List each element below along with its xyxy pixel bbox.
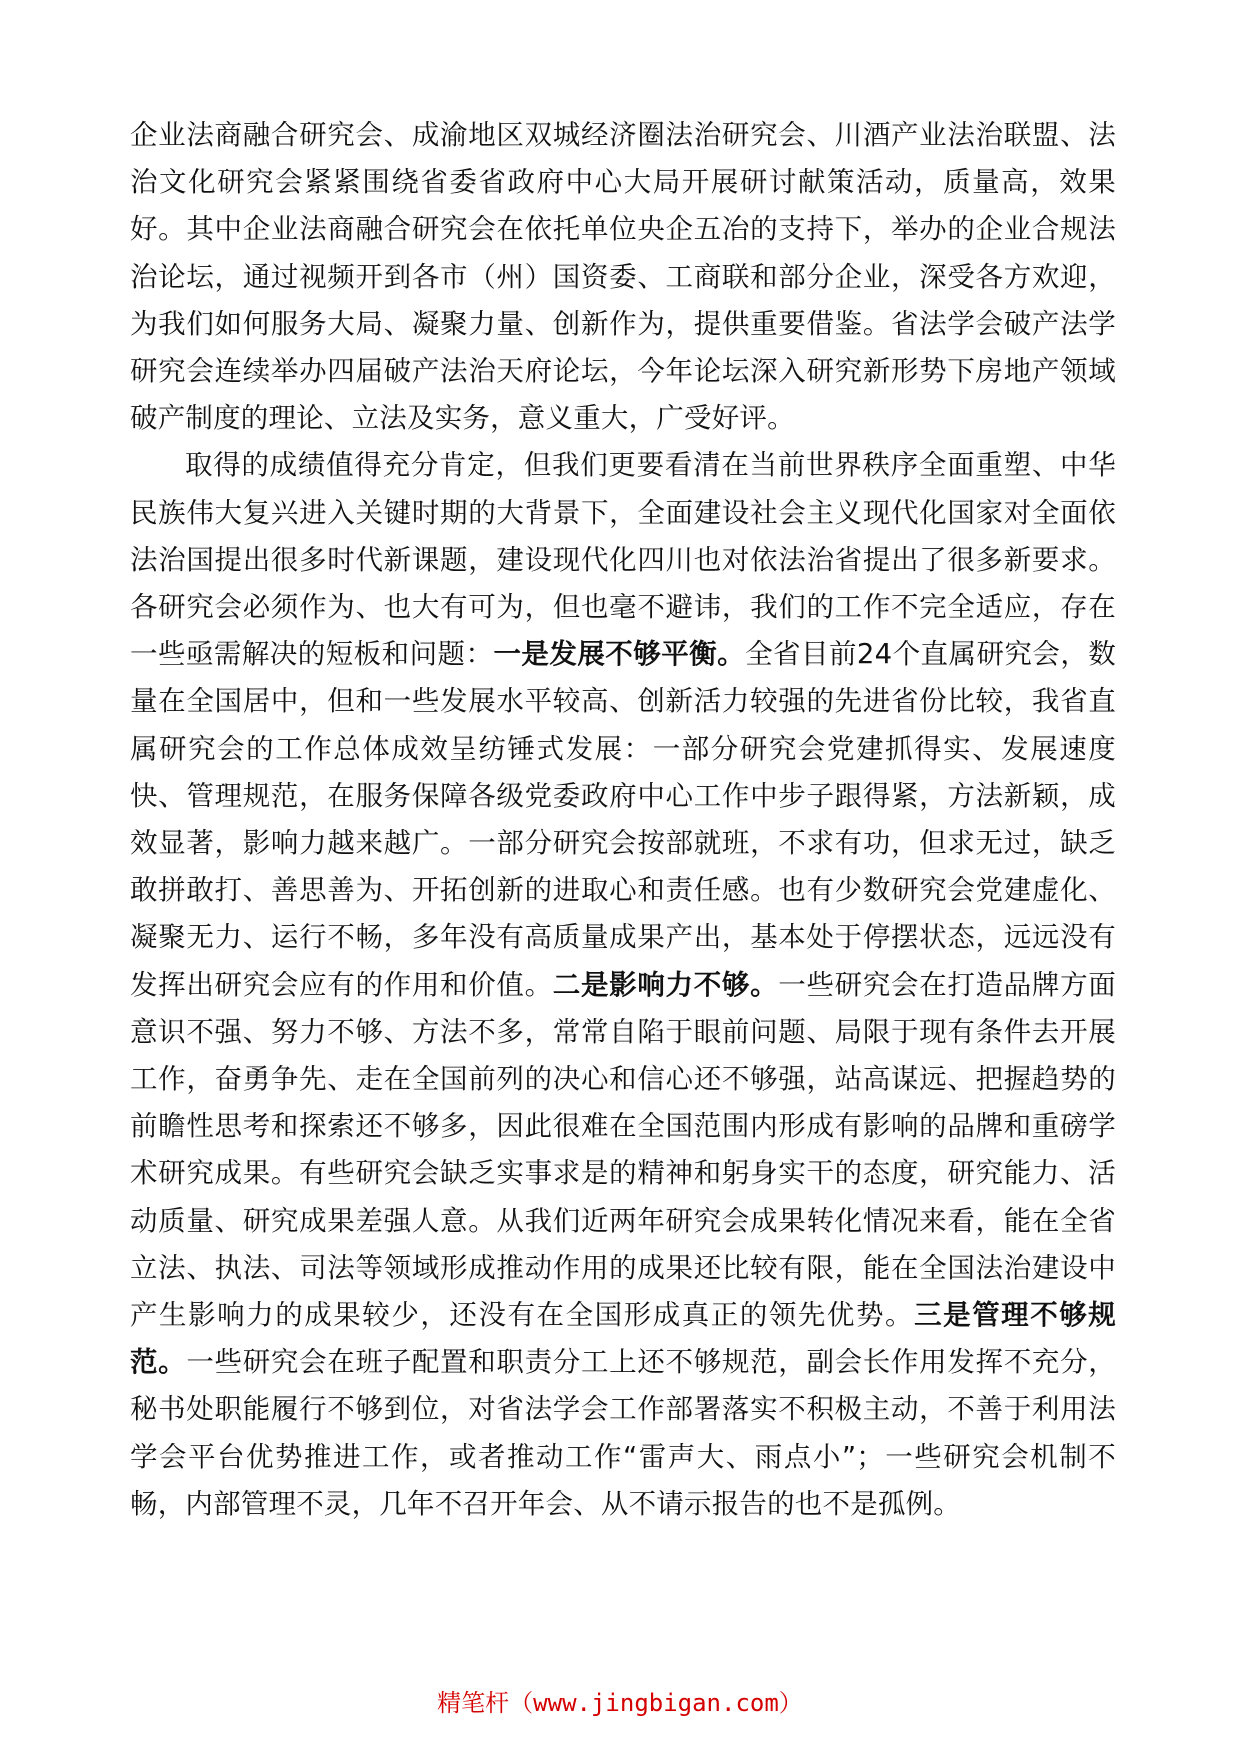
paragraph-problems bbox=[130, 442, 1116, 1528]
document-body bbox=[130, 112, 1116, 1528]
point-three-heading: 三是管理不够规范。 bbox=[130, 1299, 1116, 1379]
paragraph-continued: 企业法商融合研究会、成渝地区双城经济圈法治研究会、川酒产业法治联盟、法治文化研究会紧紧围绕省委省政府中心大局开展研讨献策活动，质量高，效果好。其中企业法商融合研究会在依托单位央企五冶的支持下，举办的企业合规法治论坛，通过视频开到各市（州）国资委、工商联和部分企业，深受各方欢迎，为我们如何服务大局、凝聚力量、创新作为，提供重要借鉴。省法学会破产法学研究会连续举办四届破产法治天府论坛，今年论坛深入研究新形势下房地产领域破产制度的理论、立法及实务，意义重大，广受好评。 bbox=[130, 119, 1116, 435]
footer-brand: 精笔杆 bbox=[437, 1689, 510, 1717]
point-one-text: 全省目前24个直属研究会，数量在全国居中，但和一些发展水平较高、创新活力较强的先进省份比较，我省直属研究会的工作总体成效呈纺锤式发展：一部分研究会党建抓得实、发展速度快、管理规范，在服务保障各级党委政府中心工作中步子跟得紧，方法新颖，成效显著，影响力越来越广。一部分研究会按部就班，不求有功，但求无过，缺乏敢拼敢打、善思善为、开拓创新的进取心和责任感。也有少数研究会党建虚化、凝聚无力、运行不畅，多年没有高质量成果产出，基本处于停摆状态，远远没有发挥出研究会应有的作用和价值。 bbox=[130, 638, 1116, 1001]
point-two-heading: 二是影响力不够。 bbox=[552, 968, 779, 1001]
point-two-text: 一些研究会在打造品牌方面意识不强、努力不够、方法不多，常常自陷于眼前问题、局限于现有条件去开展工作，奋勇争先、走在全国前列的决心和信心还不够强，站高谋远、把握趋势的前瞻性思考和探索还不够多，因此很难在全国范围内形成有影响的品牌和重磅学术研究成果。有些研究会缺乏实事求是的精神和躬身实干的态度，研究能力、活动质量、研究成果差强人意。从我们近两年研究会成果转化情况来看，能在全省立法、执法、司法等领域形成推动作用的成果还比较有限，能在全国法治建设中产生影响力的成果较少，还没有在全国形成真正的领先优势。 bbox=[130, 968, 1116, 1332]
footer-site-link[interactable]: （www.jingbigan.com） bbox=[509, 1689, 803, 1717]
point-three-text: 一些研究会在班子配置和职责分工上还不够规范，副会长作用发挥不充分，秘书处职能履行不够到位，对省法学会工作部署落实不积极主动，不善于利用法学会平台优势推进工作，或者推动工作“雷声大、雨点小”；一些研究会机制不畅，内部管理不灵，几年不召开年会、从不请示报告的也不是孤例。 bbox=[130, 1346, 1116, 1520]
point-one-heading: 一是发展不够平衡。 bbox=[493, 638, 746, 671]
footer-watermark bbox=[0, 1688, 1240, 1718]
paragraph-intro: 取得的成绩值得充分肯定，但我们更要看清在当前世界秩序全面重塑、中华民族伟大复兴进入关键时期的大背景下，全面建设社会主义现代化国家对全面依法治国提出很多时代新课题，建设现代化四川也对依法治省提出了很多新要求。各研究会必须作为、也大有可为，但也毫不避讳，我们的工作不完全适应，存在一些亟需解决的短板和问题： bbox=[130, 449, 1116, 671]
